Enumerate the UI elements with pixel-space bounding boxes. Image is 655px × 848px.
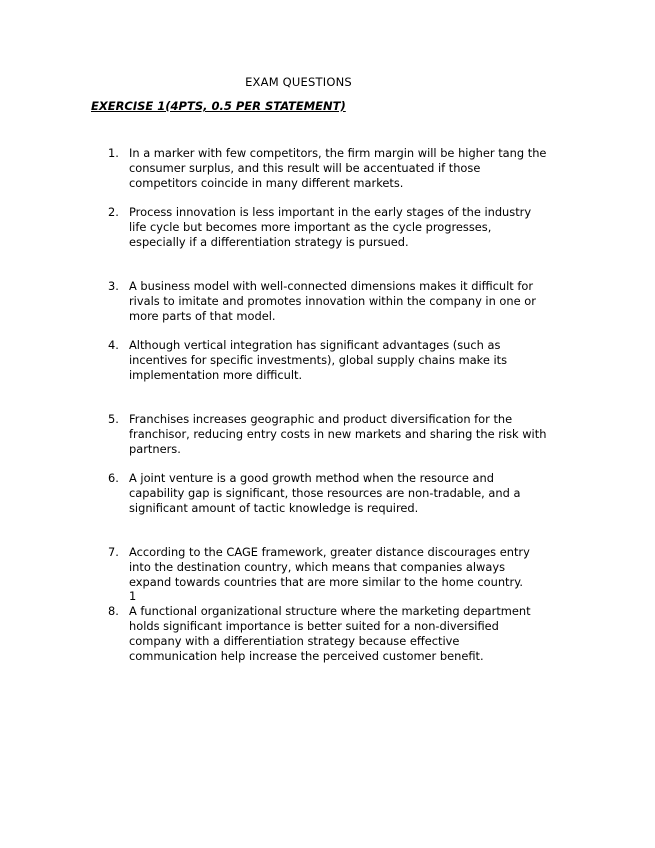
exercise-heading: EXERCISE 1(4PTS, 0.5 PER STATEMENT) — [91, 99, 346, 113]
page-title: EXAM QUESTIONS — [245, 75, 352, 89]
statement-line: expand towards countries that are more similar to the home country. — [129, 575, 523, 589]
statement-line: In a marker with few competitors, the firm margin will be higher tang the — [129, 146, 547, 160]
statement-number: 8. — [108, 604, 119, 618]
statement-line: implementation more difficult. — [129, 368, 303, 382]
statement-text — [129, 545, 569, 590]
statement-text — [129, 471, 569, 516]
statement-line: rivals to imitate and promotes innovation within the company in one or — [129, 294, 536, 308]
stray-page-number: 1 — [129, 589, 137, 603]
statement-number: 3. — [108, 279, 119, 293]
statement-line: franchisor, reducing entry costs in new markets and sharing the risk with — [129, 427, 547, 441]
statement-line: A business model with well-connected dimensions makes it difficult for — [129, 279, 534, 293]
statement-text — [129, 205, 569, 250]
statement-text — [129, 604, 569, 664]
statement-text — [129, 338, 569, 383]
statement-number: 4. — [108, 338, 119, 352]
statement-number: 6. — [108, 471, 119, 485]
statement-line: company with a differentiation strategy because effective — [129, 634, 460, 648]
statement-line: life cycle but becomes more important as the cycle progresses, — [129, 220, 492, 234]
statement-text — [129, 146, 569, 191]
statement-line: into the destination country, which means that companies always — [129, 560, 506, 574]
statement-number: 1. — [108, 146, 119, 160]
statement-line: partners. — [129, 442, 181, 456]
statement-line: significant amount of tactic knowledge is required. — [129, 501, 419, 515]
statement-line: more parts of that model. — [129, 309, 276, 323]
statement-line: capability gap is significant, those resources are non-tradable, and a — [129, 486, 521, 500]
statement-line: consumer surplus, and this result will be accentuated if those — [129, 161, 481, 175]
statement-number: 2. — [108, 205, 119, 219]
statement-text — [129, 279, 569, 324]
statement-line: competitors coincide in many different markets. — [129, 176, 404, 190]
statement-line: Process innovation is less important in the early stages of the industry — [129, 205, 532, 219]
statement-line: According to the CAGE framework, greater distance discourages entry — [129, 545, 530, 559]
statement-line: A functional organizational structure where the marketing department — [129, 604, 531, 618]
statement-line: A joint venture is a good growth method when the resource and — [129, 471, 494, 485]
statement-text — [129, 412, 569, 457]
statement-number: 7. — [108, 545, 119, 559]
statement-line: especially if a differentiation strategy is pursued. — [129, 235, 409, 249]
statement-line: Although vertical integration has significant advantages (such as — [129, 338, 501, 352]
statement-number: 5. — [108, 412, 119, 426]
statement-line: incentives for specific investments), global supply chains make its — [129, 353, 508, 367]
statement-line: holds significant importance is better suited for a non-diversified — [129, 619, 499, 633]
statement-line: communication help increase the perceived customer benefit. — [129, 649, 484, 663]
statement-line: Franchises increases geographic and product diversification for the — [129, 412, 513, 426]
